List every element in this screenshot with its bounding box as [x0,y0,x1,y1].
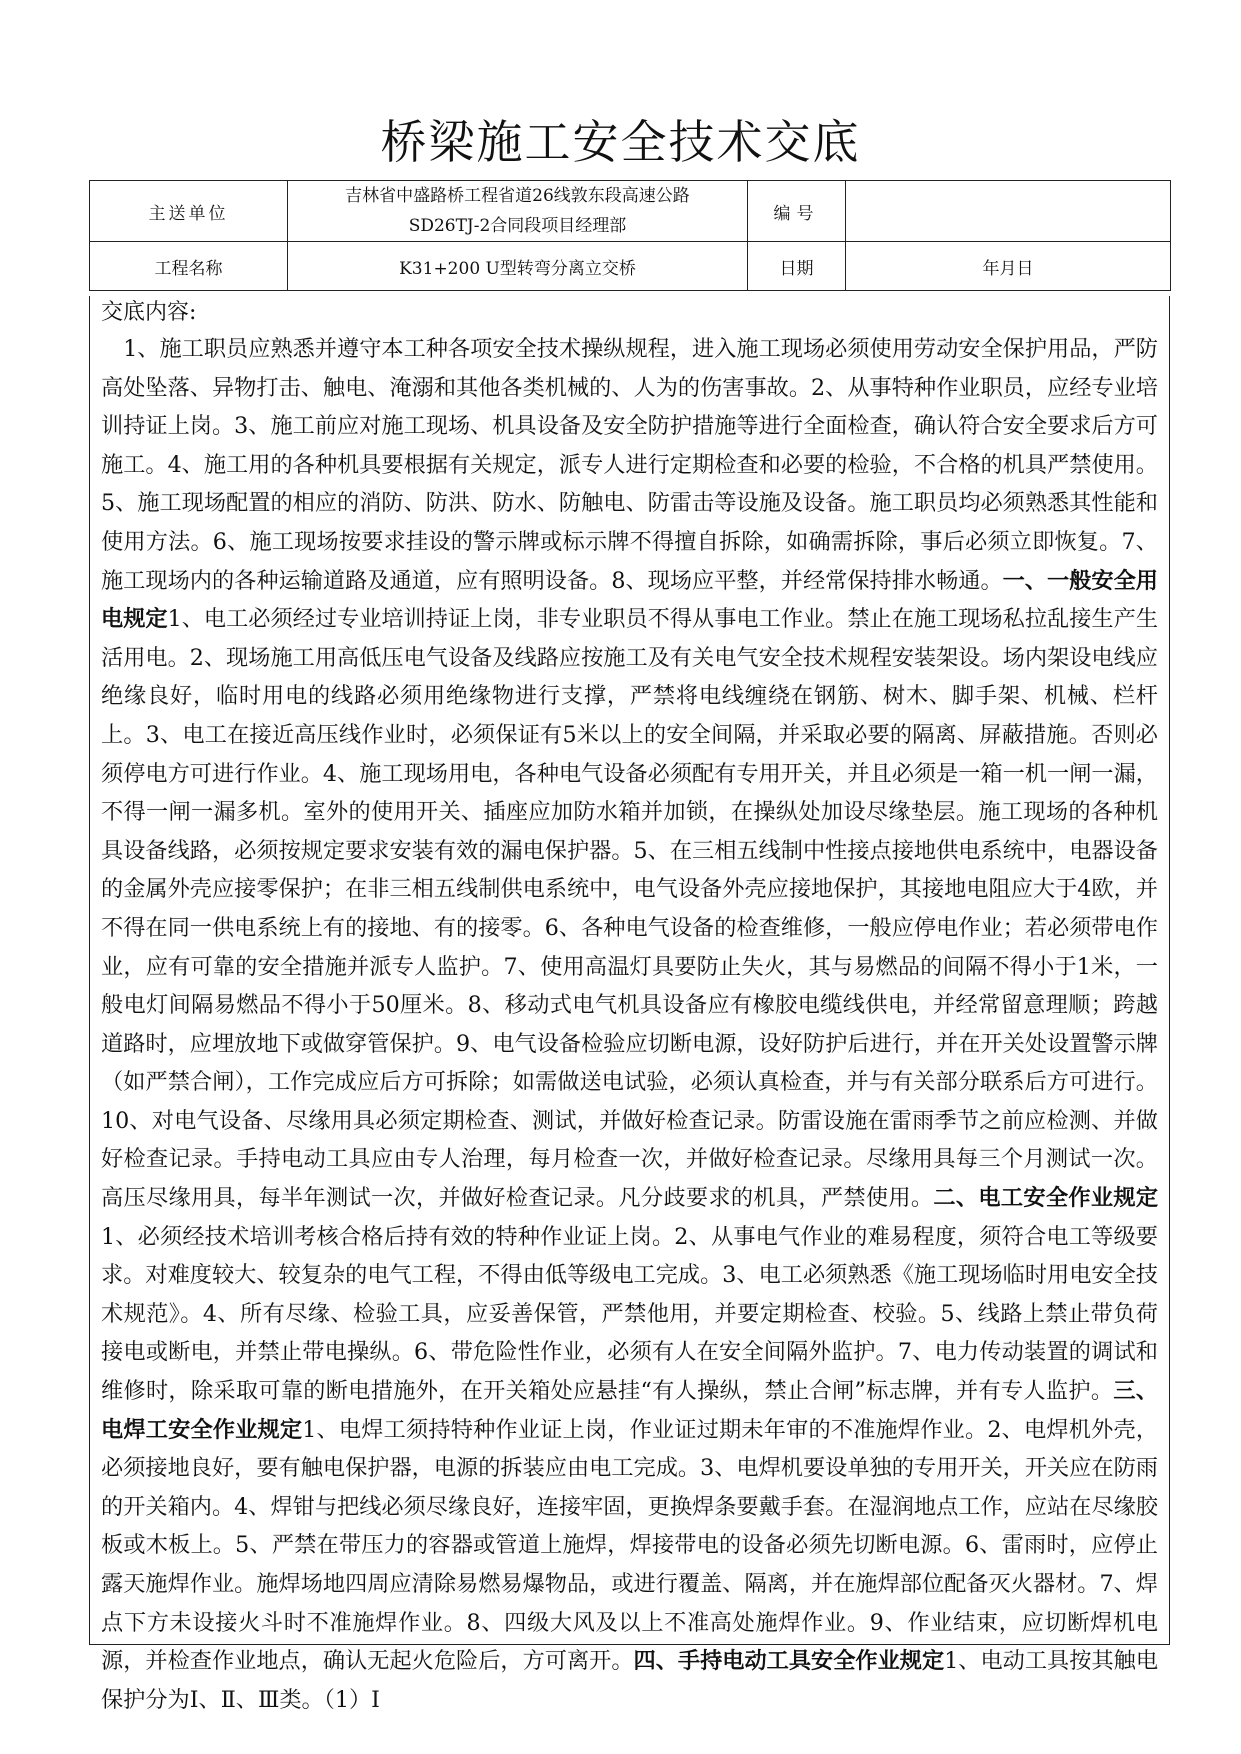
section-heading-2: 二、电工安全作业规定 [933,1185,1159,1212]
content-box [89,296,1170,1713]
sender-line-1: 吉林省中盛路桥工程省道26线敦东段高速公路 [345,186,690,206]
document-title: 桥梁施工安全技术交底 [380,115,861,169]
header-table [89,180,1171,291]
body-segment-3: 1、必须经技术培训考核合格后持有效的特种作业证上岗。2、从事电气作业的难易程度，须符合电工等级要求。对难度较大、较复杂的电气工程，不得由低等级电工完成。3、电工必须熟悉《施工现场临时用电安全技术规范》。4、所有尽缘、检验工具，应妥善保管，严禁他用，并要定期检查、校验。5、线路上禁止带负荷接电或断电，并禁止带电操纵。6、带危险性作业，必须有人在安全间隔外监护。7、电力传动装置的调试和维修时，除采取可靠的断电措施外，在开关箱处应悬挂“有人操纵，禁止合闸”标志牌，并有专人监护。 [101,1223,1158,1405]
sender-value [288,181,748,242]
date-value: 年月日 [846,242,1171,291]
sender-line-2: SD26TJ-2合同段项目经理部 [408,216,627,236]
body-segment-1: 1、施工职员应熟悉并遵守本工种各项安全技术操纵规程，进入施工现场必须使用劳动安全保护用品，严防高处坠落、异物打击、触电、淹溺和其他各类机械的、人为的伤害事故。2、从事特种作业职员，应经专业培训持证上岗。3、施工前应对施工现场、机具设备及安全防护措施等进行全面检查，确认符合安全要求后方可施工。4、施工用的各种机具要根据有关规定，派专人进行定期检查和必要的检验，不合格的机具严禁使用。5、施工现场配置的相应的消防、防洪、防水、防触电、防雷击等设施及设备。施工职员均必须熟悉其性能和使用方法。6、施工现场按要求挂设的警示牌或标示牌不得擅自拆除，如确需拆除，事后必须立即恢复。7、施工现场内的各种运输道路及通道，应有照明设备。8、现场应平整，并经常保持排水畅通。 [101,336,1158,594]
content-body [101,330,1158,1719]
date-label: 日期 [748,242,846,291]
body-segment-5: 1、电动工具按其触电保护分为Ⅰ、Ⅱ、Ⅲ类。（1）Ⅰ [101,1648,1159,1713]
section-heading-1: 一、一般安全用电规定 [101,567,1158,633]
body-segment-2: 1、电工必须经过专业培训持证上岗，非专业职员不得从事电工作业。禁止在施工现场私拉乱接生产生活用电。2、现场施工用高低压电气设备及线路应按施工及有关电气安全技术规程安装架设。场内架设电线应绝缘良好，临时用电的线路必须用绝缘物进行支撑，严禁将电线缠绕在钢筋、树木、脚手架、机械、栏杆上。3、电工在接近高压线作业时，必须保证有5米以上的安全间隔，并采取必要的隔离、屏蔽措施。否则必须停电方可进行作业。4、施工现场用电，各种电气设备必须配有专用开关，并且必须是一箱一机一闸一漏，不得一闸一漏多机。室外的使用开关、插座应加防水箱并加锁，在操纵处加设尽缘垫层。施工现场的各种机具设备线路，必须按规定要求安装有效的漏电保护器。5、在三相五线制中性接点接地供电系统中，电器设备的金属外壳应接零保护；在非三相五线制供电系统中，电气设备外壳应接地保护，其接地电阻应大于4欧，并不得在同一供电系统上有的接地、有的接零。6、各种电气设备的检查维修，一般应停电作业；若必须带电作业，应有可靠的安全措施并派专人监护。7、使用高温灯具要防止失火，其与易燃品的间隔不得小于1米，一般电灯间隔易燃品不得小于50厘米。8、移动式电气机具设备应有橡胶电缆线供电，并经常留意理顺；跨越道路时，应埋放地下或做穿管保护。9、电气设备检验应切断电源，设好防护后进行，并在开关处设置警示牌（如严禁合闸），工作完成应后方可拆除；如需做送电试验，必须认真检查，并与有关部分联系后方可进行。10、对电气设备、尽缘用具必须定期检查、测试，并做好检查记录。防雷设施在雷雨季节之前应检测、并做好检查记录。手持电动工具应由专人治理，每月检查一次，并做好检查记录。尽缘用具每三个月测试一次。高压尽缘用具，每半年测试一次，并做好检查记录。凡分歧要求的机具，严禁使用。 [101,606,1159,1212]
sender-label: 主送单位 [90,181,288,242]
project-value: K31+200 U型转弯分离立交桥 [288,242,748,291]
body-segment-4: 1、电焊工须持特种作业证上岗，作业证过期未年审的不准施焊作业。2、电焊机外壳，必须接地良好，要有触电保护器，电源的拆装应由电工完成。3、电焊机要设单独的专用开关，开关应在防雨的开关箱内。4、焊钳与把线必须尽缘良好，连接牢固，更换焊条要戴手套。在湿润地点工作，应站在尽缘胶板或木板上。5、严禁在带压力的容器或管道上施焊，焊接带电的设备必须先切断电源。6、雷雨时，应停止露天施焊作业。施焊场地四周应清除易燃易爆物品，或进行覆盖、隔离，并在施焊部位配备灭火器材。7、焊点下方未设接火斗时不准施焊作业。8、四级大风及以上不准高处施焊作业。9、作业结束，应切断焊机电源，并检查作业地点，确认无起火危险后，方可离开。 [101,1416,1159,1675]
project-label: 工程名称 [90,242,288,291]
content-label: 交底内容: [101,300,197,325]
number-label: 编号 [748,181,846,242]
section-heading-4: 四、手持电动工具安全作业规定 [633,1648,945,1675]
number-value [846,181,1171,242]
section-heading-3: 三、电焊工安全作业规定 [101,1378,1159,1443]
